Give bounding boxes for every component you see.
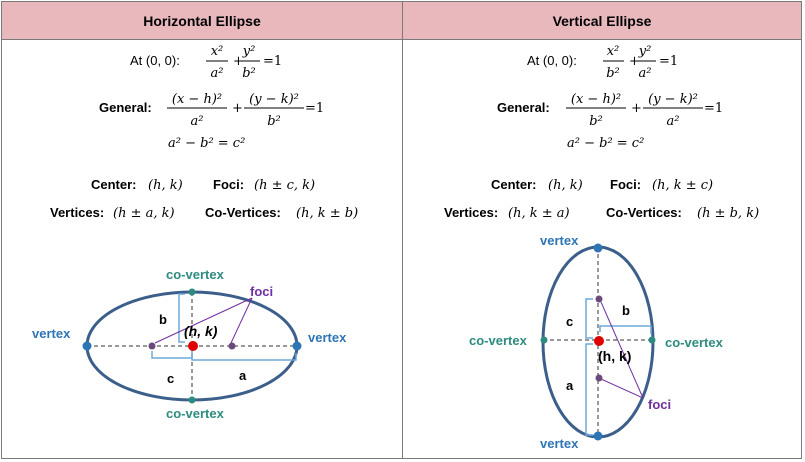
v-foci-value: (h, k ± c) [652, 178, 714, 193]
foci-label: Foci: [213, 177, 245, 192]
v-foci-diagram-label: foci [648, 397, 672, 412]
pythagorean: a² − b² = c² [168, 136, 246, 151]
at-origin-label: At (0, 0): [130, 53, 180, 68]
center-diagram-label: (h, k) [184, 323, 218, 339]
v-foci-label: Foci: [610, 177, 642, 192]
ellipse-table [1, 1, 802, 459]
svg-text:+: + [629, 54, 640, 69]
foci-diagram-label: foci [250, 284, 274, 299]
v-gen-den1: b² [589, 114, 603, 129]
v-co-vertex-left-point [541, 337, 548, 344]
center-point [188, 341, 198, 351]
v-center-point [594, 336, 604, 346]
svg-text:+: + [233, 54, 244, 69]
general-label: General: [99, 100, 152, 115]
v-focus-bottom-point [596, 375, 603, 382]
focus-right-point [229, 343, 236, 350]
foci-value: (h ± c, k) [254, 178, 316, 193]
svg-text:+: + [232, 101, 243, 116]
vertices-value: (h ± a, k) [113, 206, 175, 221]
std-num2: y² [242, 44, 256, 59]
v-co-vertex-right-point [649, 337, 656, 344]
v-vertices-value: (h, k ± a) [508, 206, 570, 221]
header-vertical: Vertical Ellipse [403, 2, 801, 40]
v-std-rhs: =1 [659, 54, 679, 69]
center-label: Center: [91, 177, 137, 192]
horizontal-ellipse-diagram [32, 267, 347, 421]
std-den1: a² [210, 66, 224, 81]
v-vertex-bottom-point [594, 432, 603, 441]
header-horizontal: Horizontal Ellipse [2, 2, 402, 40]
v-std-den1: b² [606, 66, 620, 81]
v-b-label: b [622, 303, 630, 318]
horizontal-panel [2, 2, 402, 458]
v-std-num1: x² [606, 44, 620, 59]
v-pythagorean: a² − b² = c² [567, 136, 645, 151]
v-co-vertex-right-label: co-vertex [665, 335, 723, 350]
std-den2: b² [242, 66, 256, 81]
c-label: c [167, 371, 175, 386]
co-vertex-top-label: co-vertex [166, 267, 224, 282]
b-label: b [159, 312, 167, 327]
focus-left-point [149, 343, 156, 350]
v-gen-den2: a² [666, 114, 680, 129]
v-general-label: General: [497, 100, 550, 115]
co-vertex-bottom-label: co-vertex [166, 406, 224, 421]
vertical-ellipse-diagram [469, 233, 724, 451]
gen-den1: a² [190, 114, 204, 129]
vertex-left-point [83, 342, 92, 351]
v-co-vertex-left-label: co-vertex [469, 333, 527, 348]
v-vertices-label: Vertices: [444, 205, 499, 220]
v-vertex-bottom-label: vertex [540, 436, 579, 451]
v-c-label: c [566, 314, 574, 329]
v-co-vertices-value: (h ± b, k) [697, 206, 760, 221]
gen-num2: (y − k)² [249, 92, 299, 107]
std-num1: x² [210, 44, 224, 59]
v-at-origin-label: At (0, 0): [527, 53, 577, 68]
co-vertices-value: (h, k ± b) [296, 206, 359, 221]
vertex-left-label: vertex [32, 326, 71, 341]
v-gen-num2: (y − k)² [648, 92, 698, 107]
vertices-label: Vertices: [50, 205, 105, 220]
v-center-value: (h, k) [548, 178, 583, 193]
a-label: a [239, 368, 247, 383]
gen-rhs: =1 [305, 101, 325, 116]
v-gen-rhs: =1 [704, 101, 724, 116]
co-vertex-top-point [189, 289, 196, 296]
center-value: (h, k) [148, 178, 183, 193]
co-vertices-label: Co-Vertices: [205, 205, 281, 220]
v-vertex-top-point [594, 244, 603, 253]
v-center-diagram-label: (h, k) [598, 348, 632, 364]
vertex-right-point [293, 342, 302, 351]
gen-num1: (x − h)² [171, 92, 223, 107]
gen-den2: b² [267, 114, 281, 129]
v-vertex-top-label: vertex [540, 233, 579, 248]
v-co-vertices-label: Co-Vertices: [606, 205, 682, 220]
v-std-num2: y² [638, 44, 652, 59]
vertical-panel [403, 2, 803, 458]
std-rhs: =1 [263, 54, 283, 69]
svg-text:+: + [631, 101, 642, 116]
vertex-right-label: vertex [308, 330, 347, 345]
v-gen-num1: (x − h)² [570, 92, 622, 107]
v-focus-top-point [596, 296, 603, 303]
co-vertex-bottom-point [189, 397, 196, 404]
v-center-label: Center: [491, 177, 537, 192]
v-std-den2: a² [638, 66, 652, 81]
v-a-label: a [566, 378, 574, 393]
